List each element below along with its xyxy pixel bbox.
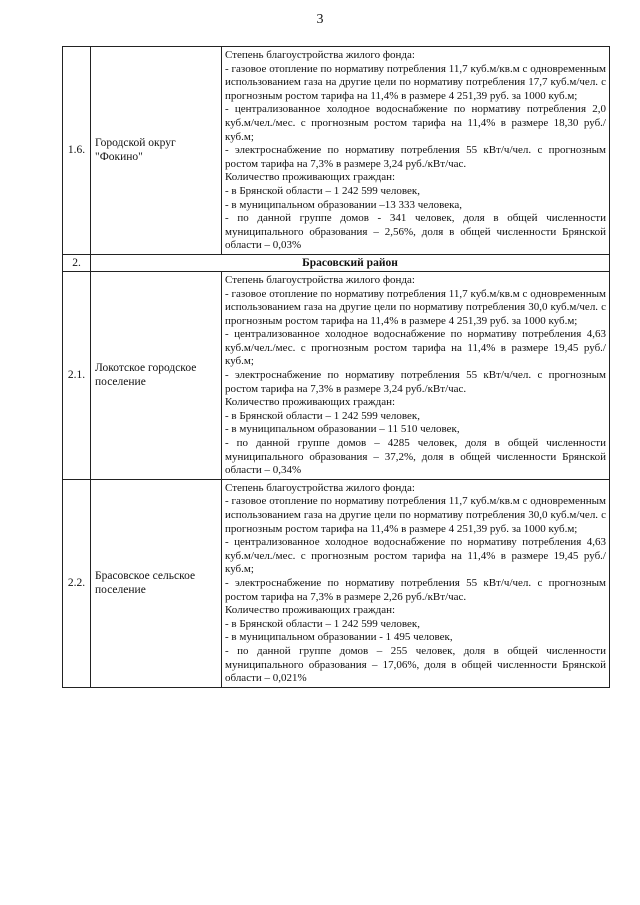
group-population: - по данной группе домов - 341 человек, доля в общей численности муниципального образования – 2,56%, доля в общей численности Брянской области – 0,03% (225, 212, 606, 252)
municipal-population: - в муниципальном образовании - 1 495 человек, (225, 631, 453, 644)
row-number: 2.2. (63, 479, 91, 687)
row-number: 1.6. (63, 47, 91, 255)
district-number: 2. (63, 254, 91, 271)
section-heading: Степень благоустройства жилого фонда: (225, 49, 415, 61)
tariff-table (62, 46, 610, 688)
row-description (222, 47, 610, 255)
row-description (222, 271, 610, 479)
municipality-name: Городской округ "Фокино" (91, 47, 222, 255)
row-number: 2.1. (63, 271, 91, 479)
region-population: - в Брянской области – 1 242 599 человек, (225, 409, 420, 422)
district-row (63, 254, 610, 271)
gas-item: - газовое отопление по нормативу потребления 11,7 куб.м/кв.м с одновременным использованием газа на другие цели по нормативу потребления 30,0 куб.м/чел. с прогнозным ростом тарифа на 11,4% в размере 4 251,39 руб. за 1000 куб.м; (225, 495, 606, 535)
table-row (63, 479, 610, 687)
municipal-population: - в муниципальном образовании –13 333 человека, (225, 198, 462, 211)
electricity-item: - электроснабжение по нормативу потребления 55 кВт/ч/чел. с прогнозным ростом тарифа на 7,3% в размере 3,24 руб./кВт/час. (225, 369, 606, 395)
district-title: Брасовский район (91, 254, 610, 271)
municipal-population: - в муниципальном образовании – 11 510 человек, (225, 423, 460, 436)
population-heading: Количество проживающих граждан: (225, 604, 396, 617)
municipality-name: Брасовское сельское поселение (91, 479, 222, 687)
table-row (63, 271, 610, 479)
municipality-name: Локотское городское поселение (91, 271, 222, 479)
region-population: - в Брянской области – 1 242 599 человек, (225, 184, 420, 197)
region-population: - в Брянской области – 1 242 599 человек, (225, 617, 420, 630)
gas-item: - газовое отопление по нормативу потребления 11,7 куб.м/кв.м с одновременным использованием газа на другие цели по нормативу потребления 30,0 куб.м/чел. с прогнозным ростом тарифа на 11,4% в размере 4 251,39 руб. за 1000 куб.м; (225, 287, 606, 327)
section-heading: Степень благоустройства жилого фонда: (225, 481, 415, 494)
table-row (63, 47, 610, 255)
population-heading: Количество проживающих граждан: (225, 171, 396, 184)
population-heading: Количество проживающих граждан: (225, 396, 396, 409)
water-item: - централизованное холодное водоснабжение по нормативу потребления 4,63 куб.м/чел./мес. с прогнозным ростом тарифа на 11,4% в размере 19,45 руб./куб.м; (225, 328, 606, 368)
electricity-item: - электроснабжение по нормативу потребления 55 кВт/ч/чел. с прогнозным ростом тарифа на 7,3% в размере 3,24 руб./кВт/час. (225, 144, 606, 170)
row-description (222, 479, 610, 687)
group-population: - по данной группе домов – 4285 человек, доля в общей численности муниципального образования – 37,2%, доля в общей численности Брянской области – 0,34% (225, 437, 606, 477)
gas-item: - газовое отопление по нормативу потребления 11,7 куб.м/кв.м с одновременным использованием газа на другие цели по нормативу потребления 17,7 куб.м/чел. с прогнозным ростом тарифа на 11,4% в размере 4 251,39 руб. за 1000 куб.м; (225, 62, 606, 102)
section-heading: Степень благоустройства жилого фонда: (225, 273, 415, 286)
group-population: - по данной группе домов – 255 человек, доля в общей численности муниципального образования – 17,06%, доля в общей численности Брянской области – 0,021% (225, 644, 606, 685)
page-number: 3 (316, 12, 324, 27)
water-item: - централизованное холодное водоснабжение по нормативу потребления 4,63 куб.м/чел./мес. с прогнозным ростом тарифа на 11,4% в размере 19,45 руб./куб.м; (225, 536, 606, 576)
electricity-item: - электроснабжение по нормативу потребления 55 кВт/ч/чел. с прогнозным ростом тарифа на 7,3% в размере 2,26 руб./кВт/час. (225, 576, 606, 603)
water-item: - централизованное холодное водоснабжение по нормативу потребления 2,0 куб.м/чел./мес. с прогнозным ростом тарифа на 11,4% в размере 18,30 руб./куб.м; (225, 103, 606, 143)
